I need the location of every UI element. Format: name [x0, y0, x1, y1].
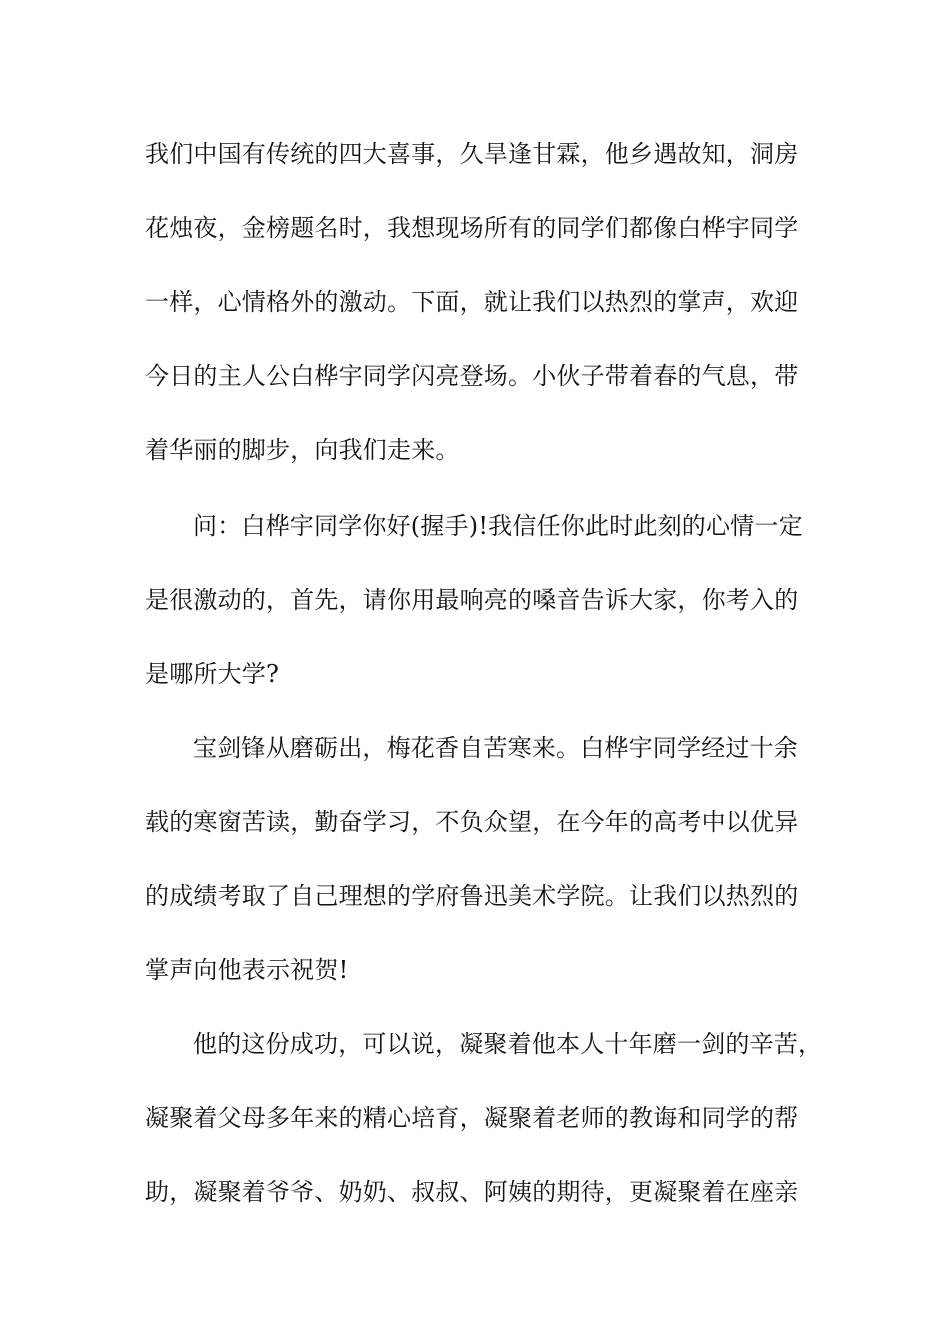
text-line: 着华丽的脚步，向我们走来。 [145, 436, 460, 464]
text-line: 今日的主人公白桦宇同学闪亮登场。小伙子带着春的气息，带 [145, 362, 799, 390]
paragraph-first-line: 问：白桦宇同学你好(握手)!我信任你此时此刻的心情一定 [193, 512, 803, 540]
paragraph-first-line: 他的这份成功，可以说，凝聚着他本人十年磨一剑的辛苦， [193, 1030, 823, 1058]
text-line: 掌声向他表示祝贺! [145, 956, 349, 984]
text-line: 一样，心情格外的激动。下面，就让我们以热烈的掌声，欢迎 [145, 288, 799, 316]
text-line: 载的寒窗苦读，勤奋学习，不负众望，在今年的高考中以优异 [145, 808, 799, 836]
text-line: 是很激动的，首先，请你用最响亮的嗓音告诉大家，你考入的 [145, 586, 799, 614]
paragraph-first-line: 宝剑锋从磨砺出，梅花香自苦寒来。白桦宇同学经过十余 [193, 734, 798, 762]
text-line: 我们中国有传统的四大喜事，久旱逢甘霖，他乡遇故知，洞房 [145, 140, 799, 168]
text-line: 助，凝聚着爷爷、奶奶、叔叔、阿姨的期待，更凝聚着在座亲 [145, 1178, 799, 1206]
text-line: 是哪所大学? [145, 660, 280, 688]
text-line: 凝聚着父母多年来的精心培育，凝聚着老师的教诲和同学的帮 [145, 1104, 799, 1132]
text-line: 花烛夜，金榜题名时，我想现场所有的同学们都像白桦宇同学 [145, 214, 799, 242]
text-line: 的成绩考取了自己理想的学府鲁迅美术学院。让我们以热烈的 [145, 882, 799, 910]
